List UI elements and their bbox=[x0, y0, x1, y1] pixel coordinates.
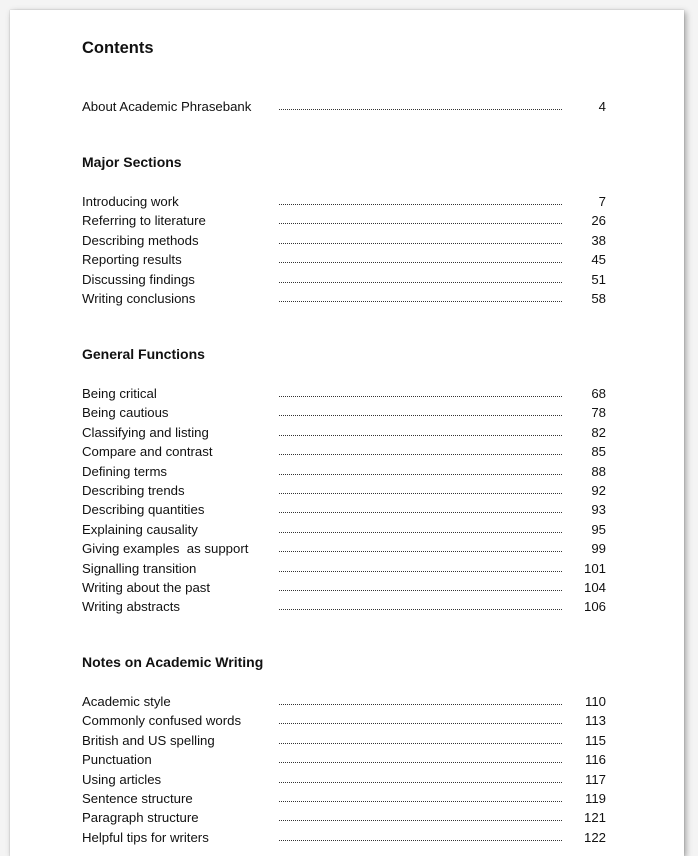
toc-entry[interactable] bbox=[82, 578, 606, 597]
toc-entry[interactable] bbox=[82, 770, 606, 789]
toc-entry[interactable] bbox=[82, 539, 606, 558]
toc-entry-label: Describing quantities bbox=[82, 502, 205, 518]
dot-leader bbox=[279, 493, 562, 494]
dot-leader bbox=[279, 743, 562, 744]
toc-entry[interactable] bbox=[82, 828, 606, 847]
toc-entry[interactable] bbox=[82, 211, 606, 230]
toc-entry[interactable] bbox=[82, 597, 606, 616]
toc-entry-page: 78 bbox=[591, 405, 606, 421]
toc-entry-label: Giving examples as support bbox=[82, 541, 249, 557]
toc-entry[interactable] bbox=[82, 97, 606, 116]
toc-entry-page: 82 bbox=[591, 424, 606, 440]
toc-entry-label: Helpful tips for writers bbox=[82, 829, 209, 845]
toc-entry-page: 58 bbox=[591, 290, 606, 306]
toc-entry-label: Discussing findings bbox=[82, 271, 195, 287]
dot-leader bbox=[279, 571, 562, 572]
toc-entry-label: Signalling transition bbox=[82, 560, 197, 576]
dot-leader bbox=[279, 262, 562, 263]
toc-entry-page: 116 bbox=[584, 752, 606, 768]
toc-entry-page: 110 bbox=[584, 694, 606, 709]
toc-entry[interactable] bbox=[82, 270, 606, 289]
dot-leader bbox=[279, 590, 562, 591]
dot-leader bbox=[279, 474, 562, 475]
toc-entry-page: 99 bbox=[591, 541, 606, 557]
toc-entry[interactable] bbox=[82, 231, 606, 250]
toc-entry[interactable] bbox=[82, 462, 606, 481]
major-sections-list bbox=[82, 192, 606, 308]
toc-entry-label: Punctuation bbox=[82, 752, 152, 768]
toc-entry-page: 121 bbox=[583, 810, 606, 826]
toc-entry-page: 104 bbox=[583, 579, 606, 595]
dot-leader bbox=[279, 454, 562, 455]
dot-leader bbox=[279, 704, 562, 705]
toc-entry-page: 106 bbox=[583, 599, 606, 615]
toc-entry-label: Compare and contrast bbox=[82, 444, 213, 460]
toc-entry-label: Writing about the past bbox=[82, 579, 211, 595]
toc-entry[interactable] bbox=[82, 423, 606, 442]
toc-entry[interactable] bbox=[82, 559, 606, 578]
toc-entry-label: Paragraph structure bbox=[82, 810, 199, 826]
toc-entry[interactable] bbox=[82, 384, 606, 403]
toc-entry[interactable] bbox=[82, 520, 606, 539]
dot-leader bbox=[279, 782, 562, 783]
dot-leader bbox=[279, 609, 562, 610]
dot-leader bbox=[279, 204, 562, 205]
dot-leader bbox=[279, 840, 562, 841]
dot-leader bbox=[279, 512, 562, 513]
section-heading-notes: Notes on Academic Writing bbox=[82, 654, 264, 670]
toc-entry-page: 117 bbox=[584, 771, 606, 787]
toc-entry-label: Writing conclusions bbox=[82, 290, 196, 306]
toc-entry-page: 85 bbox=[591, 444, 606, 460]
toc-entry-label: Explaining causality bbox=[82, 521, 198, 537]
toc-entry-page: 113 bbox=[584, 713, 606, 729]
toc-entry-label: Defining terms bbox=[82, 463, 168, 479]
toc-entry-page: 4 bbox=[598, 99, 606, 114]
toc-entry-label: Being critical bbox=[82, 386, 157, 401]
dot-leader bbox=[279, 301, 562, 302]
toc-entry[interactable] bbox=[82, 500, 606, 519]
toc-entry-label: About Academic Phrasebank bbox=[82, 99, 252, 114]
toc-entry-page: 119 bbox=[584, 790, 606, 806]
toc-entry-label: Describing methods bbox=[82, 232, 199, 248]
toc-entry-label: Sentence structure bbox=[82, 790, 193, 806]
page-title: Contents bbox=[82, 39, 154, 57]
toc-entry-label: Describing trends bbox=[82, 482, 185, 498]
toc-entry-label: Academic style bbox=[82, 694, 171, 709]
toc-entry[interactable] bbox=[82, 808, 606, 827]
toc-entry-page: 7 bbox=[598, 194, 606, 209]
toc-entry[interactable] bbox=[82, 289, 606, 308]
toc-entry[interactable] bbox=[82, 789, 606, 808]
toc-entry[interactable] bbox=[82, 731, 606, 750]
toc-entry-label: Introducing work bbox=[82, 194, 179, 209]
toc-entry-page: 95 bbox=[591, 521, 606, 537]
toc-entry[interactable] bbox=[82, 750, 606, 769]
dot-leader bbox=[279, 223, 562, 224]
dot-leader bbox=[279, 723, 562, 724]
toc-entry[interactable] bbox=[82, 442, 606, 461]
toc-entry-page: 38 bbox=[591, 232, 606, 248]
toc-entry[interactable] bbox=[82, 711, 606, 730]
toc-entry[interactable] bbox=[82, 481, 606, 500]
toc-entry-page: 93 bbox=[591, 502, 606, 518]
dot-leader bbox=[279, 532, 562, 533]
toc-entry[interactable] bbox=[82, 692, 606, 711]
dot-leader bbox=[279, 820, 562, 821]
toc-entry-page: 101 bbox=[583, 560, 606, 576]
general-functions-list bbox=[82, 384, 606, 617]
toc-entry-page: 122 bbox=[583, 829, 606, 845]
dot-leader bbox=[279, 396, 562, 397]
document-page bbox=[10, 10, 684, 856]
dot-leader bbox=[279, 282, 562, 283]
toc-entry[interactable] bbox=[82, 250, 606, 269]
toc-entry-page: 26 bbox=[591, 213, 606, 229]
toc-entry[interactable] bbox=[82, 192, 606, 211]
toc-entry-label: Writing abstracts bbox=[82, 599, 180, 615]
notes-list bbox=[82, 692, 606, 847]
dot-leader bbox=[279, 415, 562, 416]
dot-leader bbox=[279, 551, 562, 552]
toc-entry-page: 51 bbox=[591, 271, 606, 287]
toc-entry-page: 92 bbox=[591, 482, 606, 498]
dot-leader bbox=[279, 801, 562, 802]
dot-leader bbox=[279, 762, 562, 763]
toc-entry-label: Being cautious bbox=[82, 405, 169, 421]
dot-leader bbox=[279, 243, 562, 244]
toc-entry-label: Referring to literature bbox=[82, 213, 206, 229]
toc-entry-label: Using articles bbox=[82, 771, 162, 787]
dot-leader bbox=[279, 435, 562, 436]
section-heading-major: Major Sections bbox=[82, 154, 182, 170]
toc-entry[interactable] bbox=[82, 403, 606, 422]
section-heading-general: General Functions bbox=[82, 346, 205, 362]
toc-entry-page: 68 bbox=[591, 386, 606, 401]
intro-list bbox=[82, 97, 606, 116]
toc-entry-label: Classifying and listing bbox=[82, 424, 209, 440]
toc-entry-page: 88 bbox=[591, 463, 606, 479]
toc-entry-page: 45 bbox=[591, 252, 606, 268]
toc-entry-label: British and US spelling bbox=[82, 732, 215, 748]
toc-entry-label: Commonly confused words bbox=[82, 713, 242, 729]
toc-entry-label: Reporting results bbox=[82, 252, 182, 268]
dot-leader bbox=[279, 109, 562, 110]
toc-entry-page: 115 bbox=[584, 732, 606, 748]
